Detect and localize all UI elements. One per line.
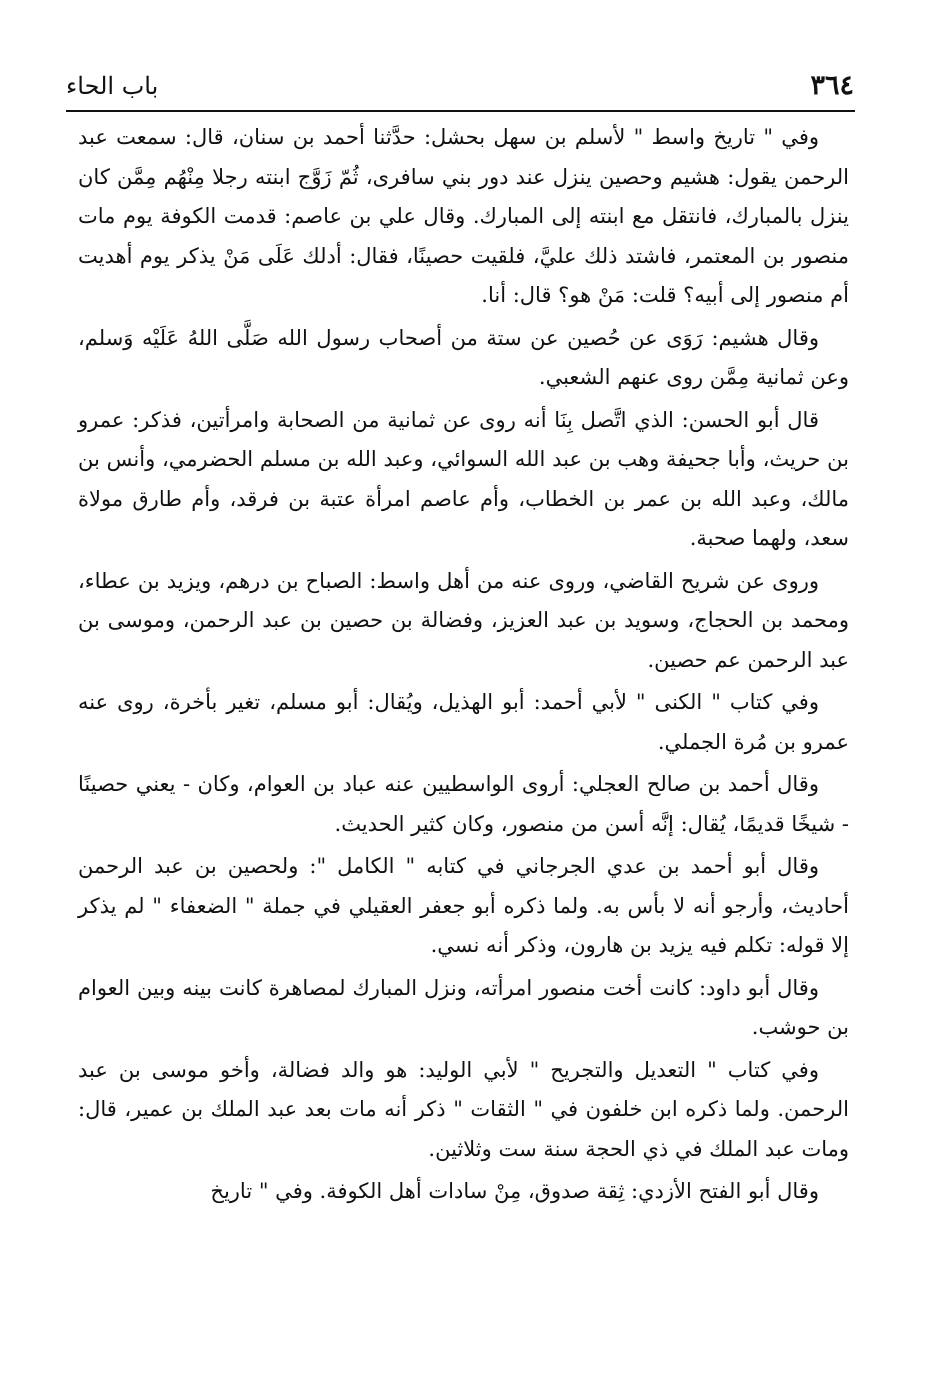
- page-number: ٣٦٤: [810, 70, 854, 101]
- body-text: [78, 118, 849, 1215]
- paragraph: وفي كتاب " التعديل والتجريح " لأبي الوليد: هو والد فضالة، وأخو موسى بن عبد الرحمن. ولما ذكره ابن خلفون في " الثقات " ذكر أنه مات بعد عبد الملك بن عمير، قال: ومات عبد الملك في ذي الحجة سنة ست وثلاثين.: [78, 1057, 849, 1161]
- paragraph: وفي كتاب " الكنى " لأبي أحمد: أبو الهذيل، ويُقال: أبو مسلم، تغير بأخرة، روى عنه عمرو بن مُرة الجملي.: [78, 690, 849, 754]
- header-divider: [66, 110, 855, 112]
- chapter-title: باب الحاء: [66, 72, 159, 100]
- paragraph: وقال أبو الفتح الأزدي: ثِقة صدوق، مِنْ سادات أهل الكوفة. وفي " تاريخ: [210, 1179, 819, 1203]
- paragraph: وفي " تاريخ واسط " لأسلم بن سهل بحشل: حدَّثنا أحمد بن سنان، قال: سمعت عبد الرحمن يقول: هشيم وحصين ينزل عند دور بني سافرى، ثُمّ زَوَّج ابنته رجلا مِنْهُم مِمَّن كان ينزل بالمبارك، فانتقل مع ابنته إلى المبارك. وقال علي بن عاصم: قدمت الكوفة يوم مات منصور بن المعتمر، فاشتد ذلك عليَّ، فلقيت حصينًا، فقال: أدلك عَلَى مَنْ يذكر يوم أهديت أم منصور إلى أبيه؟ قلت: مَنْ هو؟ قال: أنا.: [78, 125, 849, 307]
- paragraph: وقال أبو أحمد بن عدي الجرجاني في كتابه " الكامل ": ولحصين بن عبد الرحمن أحاديث، وأرجو أنه لا بأس به. ولما ذكره أبو جعفر العقيلي في جملة " الضعفاء " لم يذكر إلا قوله: تكلم فيه يزيد بن هارون، وذكر أنه نسي.: [78, 854, 849, 957]
- paragraph: وقال أبو داود: كانت أخت منصور امرأته، ونزل المبارك لمصاهرة كانت بينه وبين العوام بن حوشب.: [78, 975, 849, 1039]
- paragraph: قال أبو الحسن: الذي اتَّصل بِنَا أنه روى عن ثمانية من الصحابة وامرأتين، فذكر: عمرو بن حريث، وأبا جحيفة وهب بن عبد الله السوائي، وعبد الله بن مسلم الحضرمي، وأنس بن مالك، وعبد الله بن عمر بن الخطاب، وأم عاصم امرأة عتبة بن فرقد، وأم طارق مولاة سعد، ولهما صحبة.: [78, 407, 849, 550]
- page-header: [66, 66, 854, 108]
- paragraph: وقال هشيم: رَوَى عن حُصين عن ستة من أصحاب رسول الله صَلَّى اللهُ عَلَيْه وَسلم، وعن ثمانية مِمَّن روى عنهم الشعبي.: [78, 325, 849, 389]
- paragraph: وروى عن شريح القاضي، وروى عنه من أهل واسط: الصباح بن درهم، ويزيد بن عطاء، ومحمد بن الحجاج، وسويد بن عبد العزيز، وفضالة بن حصين بن عبد الرحمن، وموسى بن عبد الرحمن عم حصين.: [78, 568, 849, 672]
- paragraph: وقال أحمد بن صالح العجلي: أروى الواسطيين عنه عباد بن العوام، وكان - يعني حصينًا - شيخًا قديمًا، يُقال: إنَّه أسن من منصور، وكان كثير الحديث.: [78, 772, 849, 836]
